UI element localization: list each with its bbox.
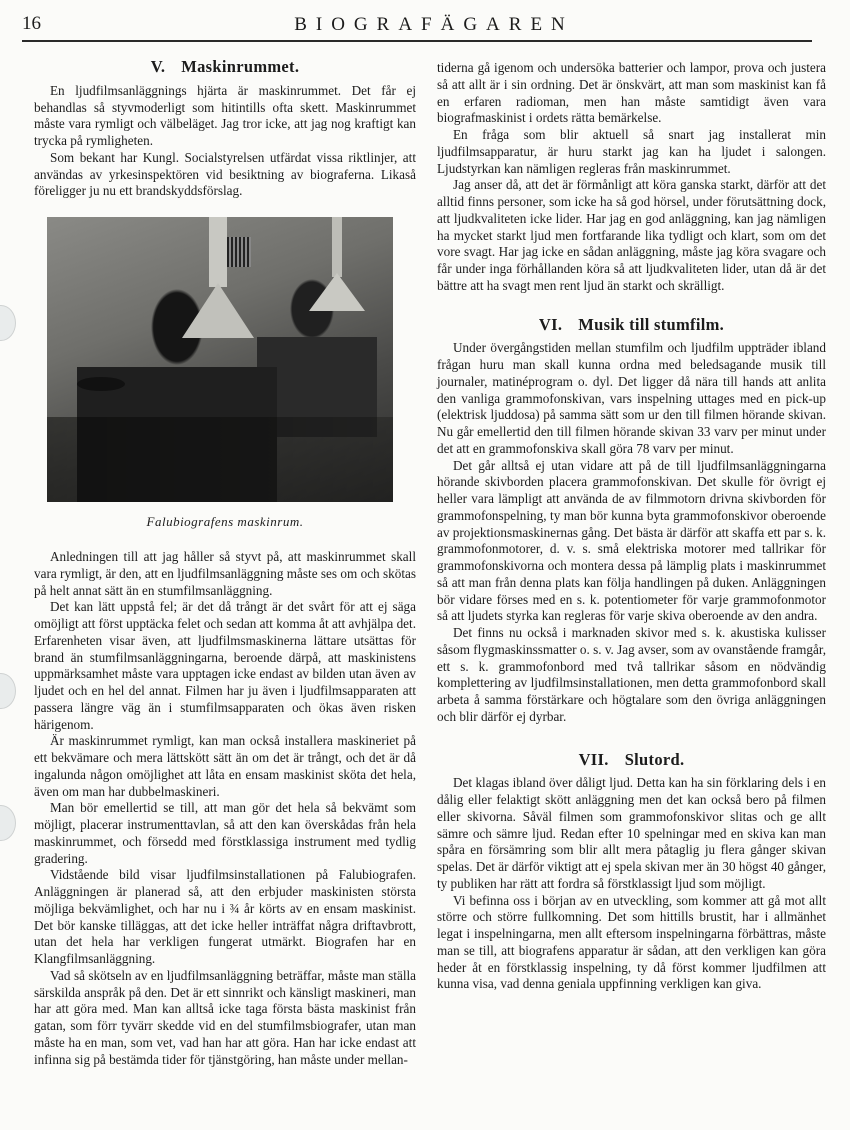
paragraph: Det går alltså ej utan vidare att på de till ljudfilmsanläggningarna hörande skivborden placera grammofonskivan. Det skulle för övrigt ej heller vara lämpligt att använda de av filmmotorn drivna skivborden för grammofonspelning, ty man bör kunna byta grammofonskivor oberoende av projektionsmaskinernas gång. Det bästa är därför att skaffa ett par s. k. grammofonmotorer, d. v. s. små elektriska motorer med tallrikar för grammofonskivorna och montera dessa på lämplig plats i maskinrummet så att man från denna plats kan följa handlingen på duken. Anläggningen bör vidare förses med en s. k. potentiometer för varje grammofonmotor så att ljudets styrka kan regleras för varje skiva oberoende av den andra.	[437, 457, 826, 624]
right-column	[437, 60, 826, 993]
floor-shading	[47, 417, 393, 502]
paragraph: En fråga som blir aktuell så snart jag installerat min ljudfilmsapparatur, är huru starkt jag kan ha ljudet i salongen. Ljudstyrkan kan nämligen regleras från maskinrummet.	[437, 127, 826, 176]
paragraph: Är maskinrummet rymligt, kan man också installera maskineriet på ett bekvämare och mera lättskött sätt än om det är trångt, och det är då ingalunda någon omöjlighet att låta en ensam maskinist sköta det hela, även om man har dubbelmaskineri.	[34, 733, 416, 799]
paragraph: Det klagas ibland över dåligt ljud. Detta kan ha sin förklaring dels i en dålig eller felaktigt skött anläggning men det kan också bero på filmen eller skivorna. Såväl filmen som grammofonskivor slitas och ge allt sämre och sämre ljud. Redan efter 10 spelningar med en skiva kan man spåra en försämring som blir allt mera påtaglig ju flera gånger skivan spelas. Det är därför viktigt att ej spela skivan mer än 30 högst 40 gånger, ty publiken har rätt att fordra så förstklassigt ljud som möjligt.	[437, 775, 826, 891]
left-column-top	[34, 57, 416, 200]
paragraph: Det finns nu också i marknaden skivor med s. k. akustiska kulisser såsom flygmaskinssmatter o. s. v. Jag avser, som av ovanstående framgår, ett s. k. grammofonbord med två tallrikar såsom en nödvändig komplettering av ljudfilmsinstallationen, men detta grammofonbord skall arbeta å samma förstärkare och högtalare som den övriga anläggningen och blir därför ej dyrbar.	[437, 625, 826, 724]
figure-photo-projection-room	[47, 217, 393, 502]
wall-vent	[227, 237, 251, 267]
exhaust-pipe	[332, 217, 342, 277]
paragraph: En ljudfilmsanläggnings hjärta är maskinrummet. Det får ej behandlas så styvmoderligt som hitintills ofta skett. Maskinrummet måste vara rymligt och välbeläget. Jag tror icke, att jag nog kraftigt kan trycka på rymligheten.	[34, 82, 416, 148]
page-number: 16	[22, 13, 41, 34]
section-title: Maskinrummet.	[181, 57, 300, 76]
punch-hole	[0, 673, 16, 709]
paragraph: Jag anser då, att det är förmånligt att köra ganska starkt, därför att det alltid finns personer, som icke ha så god hörsel, under förutsättning dock, att ljudkvaliteten icke lider. Har jag en god anläggning, kan jag nämligen ha mycket starkt ljud men fortfarande lika tydligt och klart, som om det vore svagt. Har jag icke en sådan anläggning, måste jag köra svagare och får under inga förhållanden köra så att ljudkvaliteten lider, utan då är det bättre att ha svagt men rent ljud än starkt och skrälligt.	[437, 177, 826, 293]
section-heading-v	[34, 59, 416, 76]
running-title: BIOGRAFÄGAREN	[294, 14, 574, 35]
exhaust-hood	[182, 283, 254, 338]
paragraph: Anledningen till att jag håller så styvt på, att maskinrummet skall vara rymligt, är den, att en ljudfilmsanläggning måste ses om och skötas på helt annat sätt än en stumfilmsanläggning.	[34, 549, 416, 598]
punch-hole	[0, 805, 16, 841]
exhaust-pipe	[209, 217, 227, 287]
section-numeral: V.	[150, 57, 166, 76]
section-numeral: VI.	[538, 314, 563, 334]
paragraph: Det kan lätt uppstå fel; är det då trångt är det svårt för att ej säga omöjligt att först upptäcka felet och sedan att komma åt att avhjälpa det. Erfarenheten visar även, att ljudfilmsmaskinerna lättare utsättas för brand än stumfilmsanläggningarna, beroende därpå, att maskinistens uppmärksamhet måste vara upptagen icke endast av bilden utan även av ljudet och en hel del annat. Filmen har ju även i ljudfilmsapparaten att passera längre väg än i stumfilmsapparaten och ökas även risken härigenom.	[34, 599, 416, 732]
paragraph-continued: tiderna gå igenom och undersöka batterier och lampor, prova och justera så att allt är i sin ordning. Det är önskvärt, att man som maskinist kan få en erfaren radioman, men han måste samtidigt även vara biografmaskinist i ordets rätta bemärkelse.	[437, 60, 826, 126]
paragraph: Vad så skötseln av en ljudfilmsanläggning beträffar, måste man ställa särskilda anspråk på den. Det är ett sinnrikt och känsligt maskineri, man har att göra med. Man kan alltså icke taga första bästa maskinist från gatan, som förr tyvärr skedde vid en del stumfilmsbiografer, utan man måste ha en man, som vet, vad han har att göra. Han har icke endast att infinna sig på bestämda tider för tjänstgöring, han måste under mellan-	[34, 967, 416, 1067]
paragraph: Vi befinna oss i början av en utveckling, som kommer att gå mot allt större och större fullkomning. Det som hittills brustit, har i allmänhet legat i inspelningarna, men allt eftersom inspelningarna förbättras, måste man se till, att biografens apparatur är sådan, att den verkligen kan göra heder åt en förstklassig inspelning, ty då först kommer ljudfilmen att kunna visa, vad denna geniala uppfinning verkligen kan giva.	[437, 892, 826, 992]
section-title: Slutord.	[624, 749, 685, 769]
section-numeral: VII.	[578, 749, 609, 769]
section-heading-vi	[437, 314, 826, 334]
punch-hole	[0, 305, 16, 341]
paragraph: Som bekant har Kungl. Socialstyrelsen utfärdat vissa riktlinjer, att användas av yrkesinspektören vid besiktning av biograferna. Likaså föreligger ju nu ett brandskyddsförslag.	[34, 149, 416, 199]
figure-caption: Falubiografens maskinrum.	[146, 514, 304, 529]
paragraph: Man bör emellertid se till, att man gör det hela så bekvämt som möjligt, placerar instrumenttavlan, så att den kan överskådas från hela maskinrummet, och försedd med förstklassiga instrument med tydlig gradering.	[34, 800, 416, 866]
paragraph: Under övergångstiden mellan stumfilm och ljudfilm uppträder ibland frågan huru man skall kunna ordna med beledsagande musik till journaler, matinéprogram o. dyl. Det ligger då nära till hands att anlita den vanliga grammofonskivan, vars inspelning uttages med en pick-up (elektrisk ljuddosa) på samma sätt som ur den till filmen hörande skivan. Nu går emellertid den till filmen hörande skivan 33 varv per minut under det att en grammofonskiva skall göra 78 varv per minut.	[437, 340, 826, 456]
section-title: Musik till stumfilm.	[578, 314, 725, 334]
left-column-bottom	[34, 549, 416, 1068]
paragraph: Vidstående bild visar ljudfilmsinstallationen på Falubiografen. Anläggningen är planerad så, att den erbjuder maskinisten största möjliga bekvämlighet, och har nu i ¾ år körts av en ensam maskinist. Det bör kanske tilläggas, att det icke heller inträffat några driftavbrott, utan det hela har verkligen fungerat utmärkt. Biografen har en Klangfilmsanläggning.	[34, 867, 416, 966]
film-reel	[77, 377, 125, 391]
exhaust-hood	[309, 273, 365, 311]
section-heading-vii	[437, 749, 826, 769]
header-rule	[22, 40, 812, 42]
